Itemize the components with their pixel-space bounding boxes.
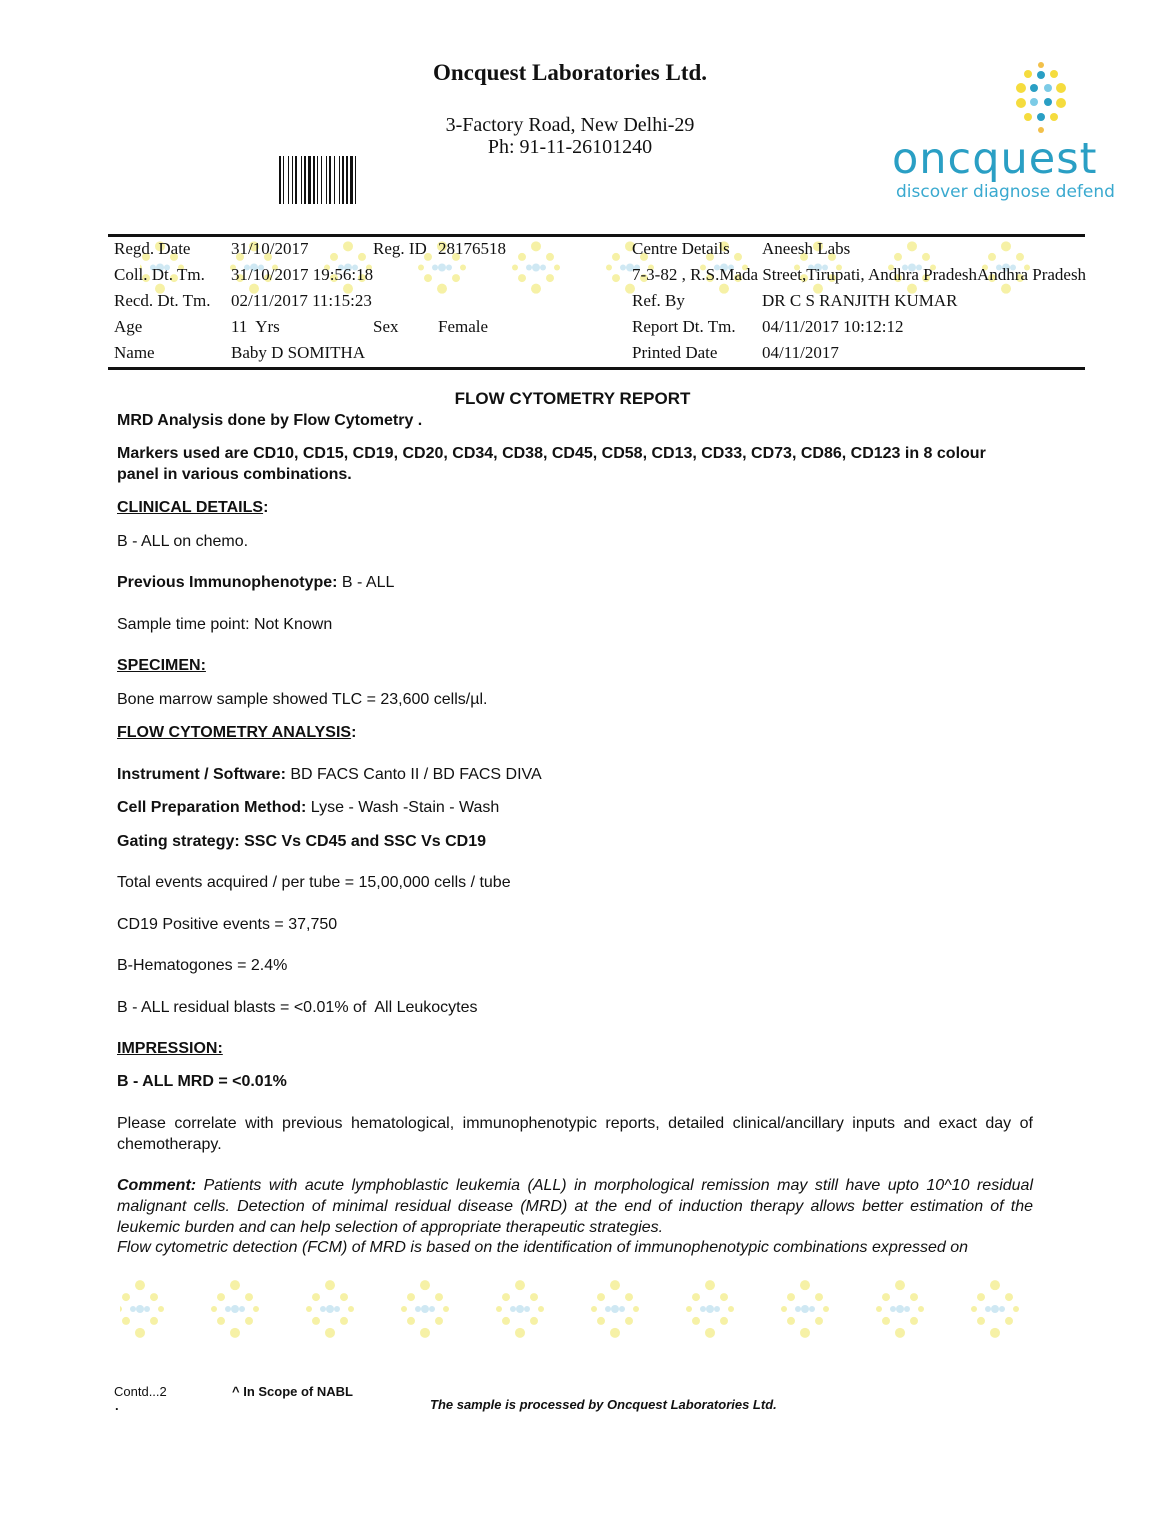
instrument-line	[117, 764, 542, 785]
cd19-events: CD19 Positive events = 37,750	[117, 916, 338, 933]
sex-label: Sex	[373, 317, 399, 336]
clinical-details-heading	[117, 497, 268, 518]
comment-label: Comment:	[117, 1177, 197, 1194]
centre-label: Centre Details	[632, 239, 730, 258]
fca-heading-text: FLOW CYTOMETRY ANALYSIS	[117, 724, 352, 741]
processed-by-note: The sample is processed by Oncquest Laboratories Ltd.	[430, 1397, 777, 1412]
total-events: Total events acquired / per tube = 15,00,000 cells / tube	[117, 874, 511, 891]
clinical-text: B - ALL on chemo.	[117, 533, 249, 550]
name-value: Baby D SOMITHA	[231, 343, 366, 362]
reg-id-value: 28176518	[438, 239, 506, 258]
regd-date-label: Regd. Date	[114, 239, 191, 258]
centre-value: Aneesh Labs	[762, 239, 851, 258]
impression-heading: IMPRESSION:	[117, 1040, 223, 1057]
nabl-scope-note: ^ In Scope of NABL	[232, 1384, 353, 1399]
markers-line-1: Markers used are CD10, CD15, CD19, CD20, CD34, CD38, CD45, CD58, CD13, CD33, CD73, CD86, CD123 in 8 colour	[117, 445, 986, 462]
lab-name: Oncquest Laboratories Ltd.	[432, 60, 708, 85]
previous-immunophenotype	[117, 572, 394, 593]
gating-strategy: Gating strategy: SSC Vs CD45 and SSC Vs CD19	[117, 833, 486, 850]
hematogones: B-Hematogones = 2.4%	[117, 957, 288, 974]
logo-tagline: discover diagnose defend	[896, 182, 1115, 202]
logo-wordmark: oncquest	[892, 134, 1098, 184]
ref-label: Ref. By	[632, 291, 685, 310]
cellprep-value: Lyse - Wash -Stain - Wash	[306, 799, 500, 816]
recd-label: Recd. Dt. Tm.	[114, 291, 211, 310]
age-label: Age	[114, 317, 143, 336]
printed-value: 04/11/2017	[762, 343, 839, 362]
fcm-text: Flow cytometric detection (FCM) of MRD is based on the identification of immunophenotypic combinations expressed on	[117, 1239, 969, 1256]
name-label: Name	[114, 343, 155, 362]
sample-time-point: Sample time point: Not Known	[117, 616, 333, 633]
printed-label: Printed Date	[632, 343, 718, 362]
clinical-heading-colon: :	[263, 499, 269, 516]
comment-text: Patients with acute lymphoblastic leukemia (ALL) in morphological remission may still have upto 10^10 residual malignant cells. Detection of minimal residual disease (MRD) at the end of induction therapy allows better estimation of the leukemic burden and can help selection of appropriate therapeutic strategies.	[117, 1177, 1033, 1236]
ref-value: DR C S RANJITH KUMAR	[762, 291, 958, 310]
prev-label: Previous Immunophenotype:	[117, 574, 338, 591]
report-dt-label: Report Dt. Tm.	[632, 317, 736, 336]
markers-line-2: panel in various combinations.	[117, 466, 352, 483]
clinical-heading-text: CLINICAL DETAILS	[117, 499, 264, 516]
cellprep-label: Cell Preparation Method:	[117, 799, 307, 816]
comment-paragraph	[117, 1175, 1033, 1238]
watermark-pattern-bottom	[120, 1278, 1070, 1340]
footer-dot: .	[115, 1398, 119, 1413]
age-value: 11 Yrs	[231, 317, 280, 336]
coll-value: 31/10/2017 19:56:18	[231, 265, 374, 284]
report-title: FLOW CYTOMETRY REPORT	[454, 389, 691, 408]
mrd-line: MRD Analysis done by Flow Cytometry .	[117, 412, 423, 429]
prev-value: B - ALL	[337, 574, 395, 591]
patient-info-block	[0, 0, 1170, 400]
regd-date-value: 31/10/2017	[231, 239, 309, 258]
recd-value: 02/11/2017 11:15:23	[231, 291, 372, 310]
impression-value: B - ALL MRD = <0.01%	[117, 1073, 287, 1090]
cell-preparation-line	[117, 797, 499, 818]
specimen-text: Bone marrow sample showed TLC = 23,600 cells/µl.	[117, 691, 488, 708]
correlate-text: Please correlate with previous hematological, immunophenotypic reports, detailed clinical/ancillary inputs and exact day of chemotherapy.	[117, 1115, 1033, 1153]
sex-value: Female	[438, 317, 489, 336]
address-line: 3-Factory Road, New Delhi-29	[445, 114, 695, 136]
report-dt-value: 04/11/2017 10:12:12	[762, 317, 904, 336]
coll-label: Coll. Dt. Tm.	[114, 265, 205, 284]
fca-heading-colon: :	[351, 724, 357, 741]
continued-label: Contd...2	[114, 1384, 167, 1399]
flow-cytometry-analysis-heading	[117, 722, 356, 743]
instrument-value: BD FACS Canto II / BD FACS DIVA	[285, 766, 542, 783]
reg-id-label: Reg. ID	[373, 239, 427, 258]
specimen-heading: SPECIMEN:	[117, 657, 206, 674]
centre-address: 7-3-82 , R.S.Mada Street,Tirupati, Andhra PradeshAndhra Pradesh	[632, 265, 1087, 284]
phone-line: Ph: 91-11-26101240	[487, 136, 653, 158]
residual-blasts: B - ALL residual blasts = <0.01% of All Leukocytes	[117, 999, 478, 1016]
bottom-rule	[108, 367, 1085, 370]
instrument-label: Instrument / Software:	[117, 766, 286, 783]
